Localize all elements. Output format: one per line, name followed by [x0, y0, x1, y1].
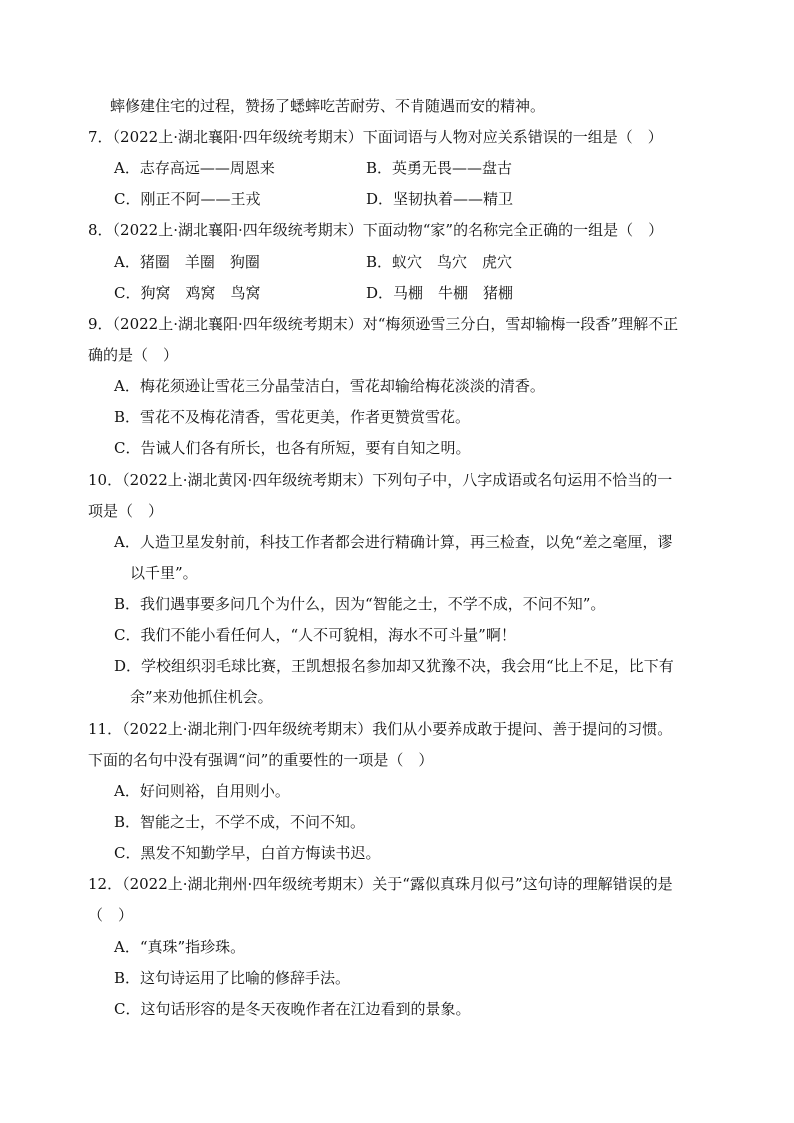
question-7-option-c: C．刚正不阿——王戎 [114, 190, 261, 208]
question-11-stem-cont: 下面的名句中没有强调“问”的重要性的一项是（ ） [88, 751, 434, 769]
question-12-stem-cont: （ ） [88, 906, 134, 924]
question-9-option-b: B．雪花不及梅花清香，雪花更美，作者更赞赏雪花。 [114, 408, 471, 426]
question-8-option-b: B．蚁穴 鸟穴 虎穴 [366, 253, 513, 271]
question-11-option-c: C．黑发不知勤学早，白首方悔读书迟。 [114, 844, 381, 862]
question-10-option-d-cont: 余”来劝他抓住机会。 [130, 688, 273, 706]
question-10-option-c: C．我们不能小看任何人，“人不可貌相，海水不可斗量”啊！ [114, 626, 516, 644]
question-8-option-c: C．狗窝 鸡窝 鸟窝 [114, 284, 261, 302]
question-9-stem: 9．（2022上·湖北襄阳·四年级统考期末）对“梅须逊雪三分白，雪却输梅一段香”理解不正 [88, 315, 679, 333]
question-10-option-a-cont: 以千里”。 [130, 564, 198, 582]
question-7-option-d: D．坚韧执着——精卫 [366, 190, 514, 208]
question-9-option-c: C．告诫人们各有所长，也各有所短，要有自知之明。 [114, 439, 471, 457]
question-10-option-a: A．人造卫星发射前，科技工作者都会进行精确计算，再三检查，以免“差之毫厘，谬 [114, 533, 673, 551]
question-7-stem: 7．（2022上·湖北襄阳·四年级统考期末）下面词语与人物对应关系错误的一组是（ ） [88, 128, 663, 146]
question-12-option-a: A．“真珠”指珍珠。 [114, 938, 246, 956]
question-10-option-d: D．学校组织羽毛球比赛，王凯想报名参加却又犹豫不决，我会用“比上不足，比下有 [114, 657, 674, 675]
question-12-option-b: B．这句诗运用了比喻的修辞手法。 [114, 969, 351, 987]
question-12-stem: 12．（2022上·湖北荆州·四年级统考期末）关于“露似真珠月似弓”这句诗的理解错误的是 [88, 875, 673, 893]
question-12-option-c: C．这句话形容的是冬天夜晚作者在江边看到的景象。 [114, 1000, 471, 1018]
question-7-option-b: B．英勇无畏——盘古 [366, 159, 513, 177]
question-11-stem: 11．（2022上·湖北荆门·四年级统考期末）我们从小要养成敢于提问、善于提问的习惯。 [88, 720, 673, 738]
question-11-option-a: A．好问则裕，自用则小。 [114, 782, 290, 800]
question-10-option-b: B．我们遇事要多问几个为什么，因为“智能之士，不学不成，不问不知”。 [114, 595, 606, 613]
question-10-stem: 10．（2022上·湖北黄冈·四年级统考期末）下列句子中，八字成语或名句运用不恰当的一 [88, 471, 673, 489]
question-9-stem-cont: 确的是（ ） [88, 346, 179, 364]
question-9-option-a: A．梅花须逊让雪花三分晶莹洁白，雪花却输给梅花淡淡的清香。 [114, 377, 545, 395]
question-8-stem: 8．（2022上·湖北襄阳·四年级统考期末）下面动物“家”的名称完全正确的一组是（ ） [88, 221, 664, 239]
question-8-option-d: D．马棚 牛棚 猪棚 [366, 284, 514, 302]
question-7-option-a: A．志存高远——周恩来 [114, 159, 275, 177]
question-10-stem-cont: 项是（ ） [88, 502, 164, 520]
question-11-option-b: B．智能之士，不学不成，不问不知。 [114, 813, 366, 831]
question-8-option-a: A．猪圈 羊圈 狗圈 [114, 253, 260, 271]
text-line-continuation: 蟀修建住宅的过程，赞扬了蟋蟀吃苦耐劳、不肯随遇而安的精神。 [110, 97, 546, 115]
